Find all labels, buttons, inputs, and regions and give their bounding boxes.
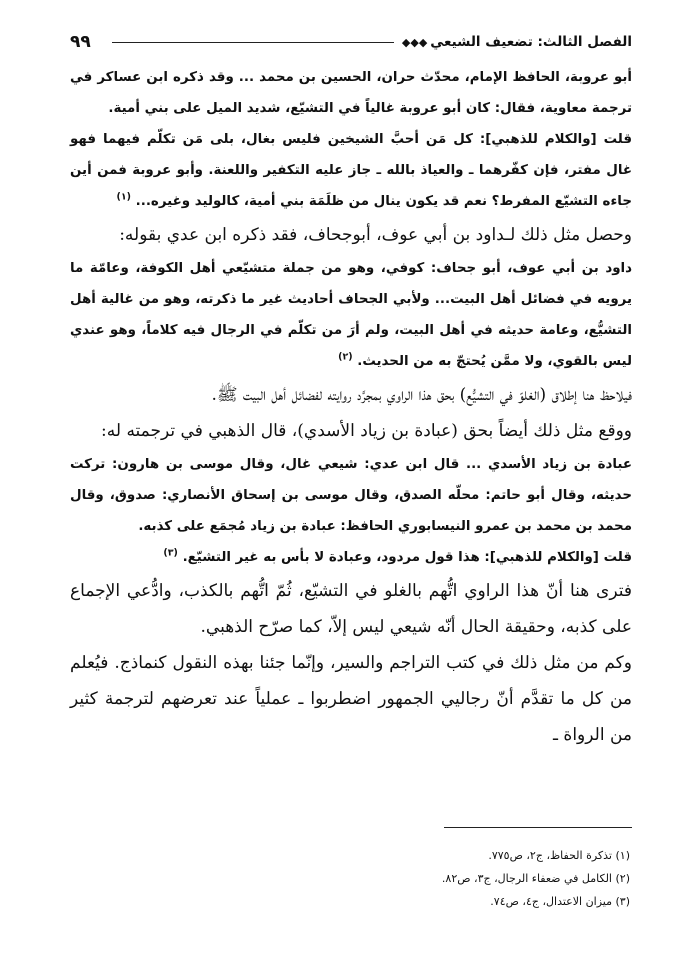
running-header — [70, 31, 632, 55]
page-number: ٩٩ — [70, 32, 91, 52]
paragraph-conclusion — [70, 645, 632, 753]
chapter-title — [402, 31, 632, 54]
footnote-ref: (١) — [116, 191, 131, 203]
footnote-separator — [444, 827, 632, 828]
paragraph-text: وحصل مثل ذلك لـداود بن أبي عوف، أبوجحاف، فقد ذكره ابن عدي بقوله: — [119, 225, 632, 245]
diamond-ornament-icon: ◆◆◆ — [401, 36, 428, 49]
paragraph-observation — [70, 377, 632, 413]
paragraph-dawud-intro — [70, 217, 632, 253]
paragraph-text: فيلاحظ هنا إطلاق (الغلوّ في التشيُّع) بحق هذا الراوي بمجرَّد روايته لفضائل أهل البيت ﷺ. — [211, 385, 632, 405]
main-text — [70, 62, 632, 753]
footnote-ref: (٣) — [163, 547, 178, 559]
quote-text: عبادة بن زياد الأسدي ... قال ابن عدي: شيعي غال، وقال موسى بن هارون: تركت حديثه، وقال أبو حاتم: محلّه الصدق، وقال موسى بن إسحاق الأنصاري: صدوق، وقال محمد بن محمد بن عمرو النيسابوري الحافظ: عبادة بن زياد مُجمَع على كذبه. — [70, 457, 632, 534]
header-rule — [112, 42, 394, 43]
footnotes — [70, 844, 630, 913]
chapter-title-text: الفصل الثالث: تضعيف الشيعي — [430, 34, 632, 50]
quote-dhahabi-comment-2 — [70, 542, 632, 573]
footnote-3: (٣) ميزان الاعتدال، ج٤، ص٧٤. — [490, 895, 630, 908]
quote-dawud-ibn-adi — [70, 253, 632, 377]
paragraph-text: فترى هنا أنّ هذا الراوي اتُّهم بالغلو في التشيّع، ثُمّ اتُّهم بالكذب، وادُّعي الإجماع على كذبه، وحقيقة الحال أنّه شيعي ليس إلاّ، كما صرّح الذهبي. — [70, 581, 632, 637]
quote-text: داود بن أبي عوف، أبو جحاف: كوفي، وهو من جملة متشيّعي أهل الكوفة، وعامّة ما يرويه في فضائل أهل البيت... ولأبي الجحاف أحاديث غير ما ذكرته، وهو من غالية أهل التشيُّع، وعامة حديثه في أهل البيت، ولم أرَ من تكلّم في الرجال فيه كلاماً، وهو عندي ليس بالقوي، ولا ممَّن يُحتجّ به من الحديث. $^{(٢)}$ — [70, 261, 632, 369]
paragraph-ubada-intro — [70, 413, 632, 449]
quote-dhahabi-comment-1 — [70, 124, 632, 217]
footnote-ref: (٢) — [338, 351, 353, 363]
footnote-2: (٢) الكامل في ضعفاء الرجال، ج٣، ص٨٢. — [441, 872, 630, 885]
quote-text: قلت [والكلام للذهبي]: كل مَن أحبَّ الشيخين فليس بغال، بلى مَن تكلّم فيهما فهو غال مفتر، فإن كفّرهما ـ والعياذ بالله ـ جاز عليه التكفير واللعنة. وأبو عروبة فمن أين جاءه التشيّع المفرط؟ نعم قد يكون ينال من ظلَمَة بني أمية، كالوليد وغيره... $^{(١)}$ — [70, 132, 632, 209]
footnote-1: (١) تذكرة الحفاظ، ج٢، ص٧٧٥. — [488, 849, 630, 862]
quote-abu-aruba — [70, 62, 632, 124]
quote-text: أبو عروبة، الحافظ الإمام، محدّث حران، الحسين بن محمد ... وقد ذكره ابن عساكر في ترجمة معاوية، فقال: كان أبو عروبة غالياً في التشيّع، شديد الميل على بني أمية. — [70, 70, 632, 116]
quote-ubada — [70, 449, 632, 542]
paragraph-analysis — [70, 573, 632, 645]
quote-text: قلت [والكلام للذهبي]: هذا قول مردود، وعبادة لا بأس به غير التشيّع. $^{(٣)}$ — [163, 547, 632, 565]
paragraph-text: وكم من مثل ذلك في كتب التراجم والسير، وإنّما جئنا بهذه النقول كنماذج. فيُعلم من كل ما تقدَّم أنّ رجاليي الجمهور اضطربوا ـ عملياً عند تعرضهم لترجمة كثير من الرواة ـ — [70, 653, 632, 745]
paragraph-text: ووقع مثل ذلك أيضاً بحق (عبادة بن زياد الأسدي)، قال الذهبي في ترجمته له: — [101, 421, 632, 441]
